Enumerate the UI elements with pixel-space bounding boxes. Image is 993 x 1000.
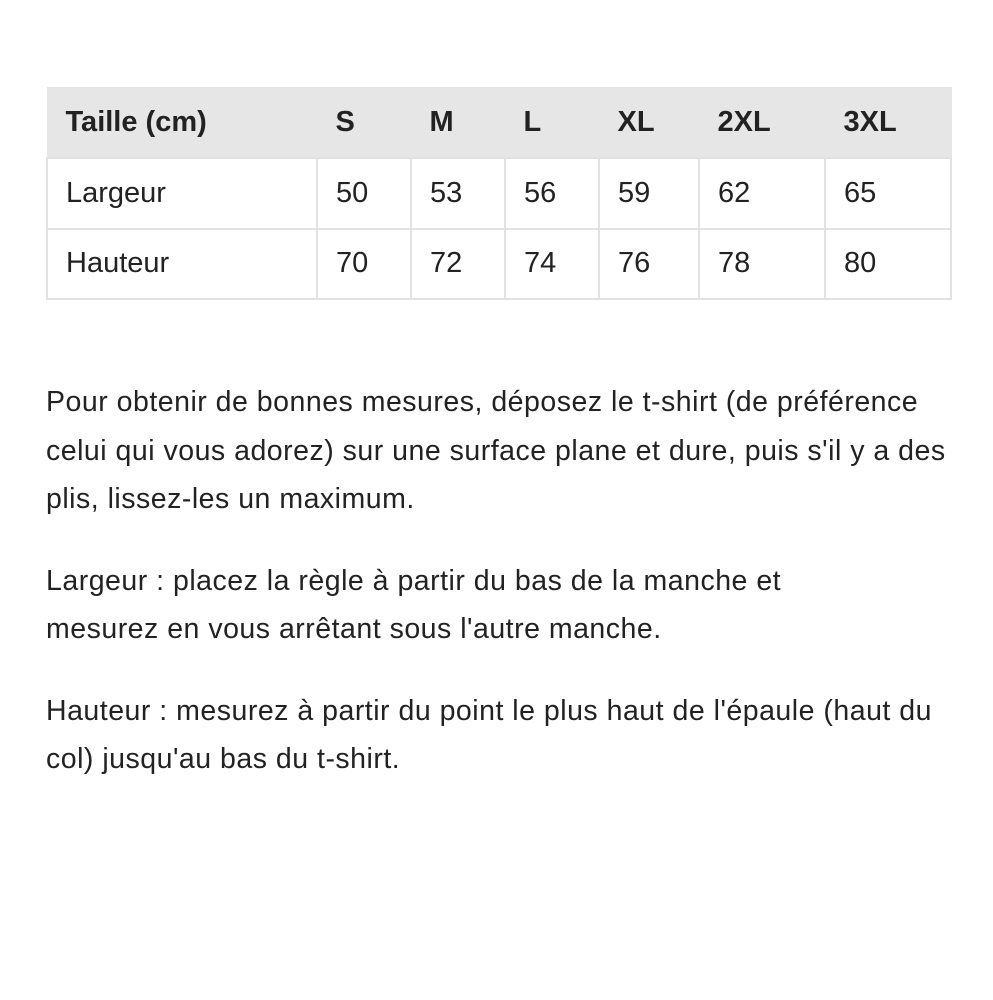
table-cell: 74 [505,229,599,299]
header-size-xl: XL [599,88,699,158]
header-size-3xl: 3XL [825,88,951,158]
header-size-2xl: 2XL [699,88,825,158]
table-cell: 50 [317,158,411,229]
row-label: Hauteur [47,229,317,299]
table-cell: 62 [699,158,825,229]
guide-largeur-paragraph: Largeur : placez la règle à partir du bas de la manche et mesurez en vous arrêtant sous l'autre manche. [46,564,782,645]
table-cell: 80 [825,229,951,299]
size-chart-table [46,87,952,300]
header-size-m: M [411,88,505,158]
table-row-hauteur [47,229,951,299]
header-size-s: S [317,88,411,158]
table-cell: 72 [411,229,505,299]
row-label: Largeur [47,158,317,229]
header-size-l: L [505,88,599,158]
table-cell: 78 [699,229,825,299]
table-cell: 56 [505,158,599,229]
measurement-guide [46,378,961,817]
header-size-label: Taille (cm) [47,88,317,158]
table-header-row [47,88,951,158]
table-cell: 65 [825,158,951,229]
table-cell: 76 [599,229,699,299]
table-cell: 70 [317,229,411,299]
guide-hauteur-paragraph: Hauteur : mesurez à partir du point le plus haut de l'épaule (haut du col) jusqu'au bas du t-shirt. [46,694,932,775]
guide-intro-paragraph: Pour obtenir de bonnes mesures, déposez le t-shirt (de préférence celui qui vous adorez) sur une surface plane et dure, puis s'il y a des plis, lissez-les un maximum. [46,386,946,515]
table-row-largeur [47,158,951,229]
table-cell: 59 [599,158,699,229]
table-cell: 53 [411,158,505,229]
